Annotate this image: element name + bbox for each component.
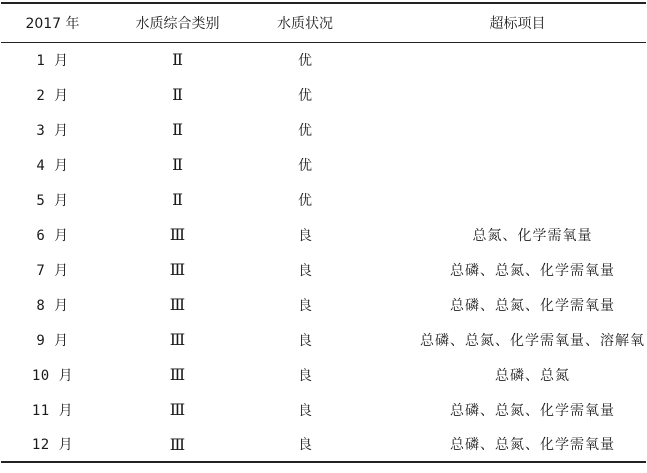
- category-cell: Ⅲ: [169, 260, 186, 279]
- status-cell: 优: [298, 122, 312, 139]
- status-cell: 良: [298, 262, 312, 279]
- exceed-items-cell: 总磷、总氮、化学需氧量: [359, 427, 646, 462]
- header-row: [1, 3, 646, 42]
- month-cell: 8 月: [36, 297, 69, 314]
- status-cell: 优: [298, 157, 312, 174]
- status-cell: 优: [298, 52, 312, 69]
- exceed-items-cell: 总磷、总氮、化学需氧量、溶解氧: [420, 332, 645, 349]
- exceed-items-cell: 总磷、总氮、化学需氧量: [450, 262, 615, 279]
- header-category: 水质综合类别: [104, 3, 251, 42]
- table-body: [1, 42, 646, 462]
- table-row: [1, 427, 646, 462]
- status-cell: 良: [251, 427, 359, 462]
- table-row: [1, 217, 646, 252]
- exceed-items-cell: [359, 77, 646, 112]
- category-cell: Ⅲ: [169, 330, 186, 349]
- month-cell: 4 月: [36, 157, 69, 174]
- month-cell: 2 月: [36, 87, 69, 104]
- table-row: [1, 147, 646, 182]
- header-exceed-items: 超标项目: [359, 3, 646, 42]
- table-row: [1, 112, 646, 147]
- month-cell: 12 月: [1, 427, 104, 462]
- header-year: 2017 年: [1, 3, 104, 42]
- month-cell: 10 月: [31, 367, 74, 384]
- month-cell: 7 月: [36, 262, 69, 279]
- category-cell: Ⅱ: [172, 155, 183, 174]
- category-cell: Ⅱ: [172, 50, 183, 70]
- status-cell: 优: [298, 87, 312, 104]
- category-cell: Ⅱ: [172, 85, 183, 104]
- table-row: [1, 287, 646, 322]
- table-row: [1, 182, 646, 217]
- status-cell: 良: [298, 367, 312, 384]
- exceed-items-cell: 总磷、总氮、化学需氧量: [450, 297, 615, 314]
- status-cell: 良: [298, 332, 312, 349]
- table-row: [1, 77, 646, 112]
- exceed-items-cell: [359, 42, 646, 77]
- status-cell: 良: [298, 297, 312, 314]
- table-row: [1, 357, 646, 392]
- header-status: 水质状况: [251, 3, 359, 42]
- exceed-items-cell: 总氮、化学需氧量: [472, 227, 593, 244]
- month-cell: 11 月: [31, 402, 74, 419]
- exceed-items-cell: [359, 147, 646, 182]
- status-cell: 良: [298, 227, 312, 244]
- category-cell: Ⅲ: [169, 365, 186, 384]
- status-cell: 优: [298, 192, 312, 209]
- exceed-items-cell: [359, 182, 646, 217]
- table-header: [1, 3, 646, 42]
- month-cell: 3 月: [36, 122, 69, 139]
- category-cell: Ⅲ: [169, 295, 186, 314]
- table-row: [1, 322, 646, 357]
- month-cell: 5 月: [36, 192, 69, 209]
- exceed-items-cell: 总磷、总氮、化学需氧量: [450, 402, 615, 419]
- month-cell: 1 月: [36, 52, 69, 69]
- category-cell: Ⅲ: [104, 427, 251, 462]
- month-cell: 9 月: [36, 332, 69, 349]
- month-cell: 6 月: [36, 227, 69, 244]
- table-row: [1, 42, 646, 77]
- exceed-items-cell: 总磷、总氮: [495, 367, 570, 384]
- category-cell: Ⅲ: [169, 225, 186, 244]
- table-row: [1, 392, 646, 427]
- category-cell: Ⅱ: [172, 190, 183, 209]
- status-cell: 良: [298, 402, 312, 419]
- table-row: [1, 252, 646, 287]
- category-cell: Ⅱ: [172, 120, 183, 139]
- water-quality-table: [1, 2, 646, 463]
- exceed-items-cell: [359, 112, 646, 147]
- category-cell: Ⅲ: [169, 400, 186, 419]
